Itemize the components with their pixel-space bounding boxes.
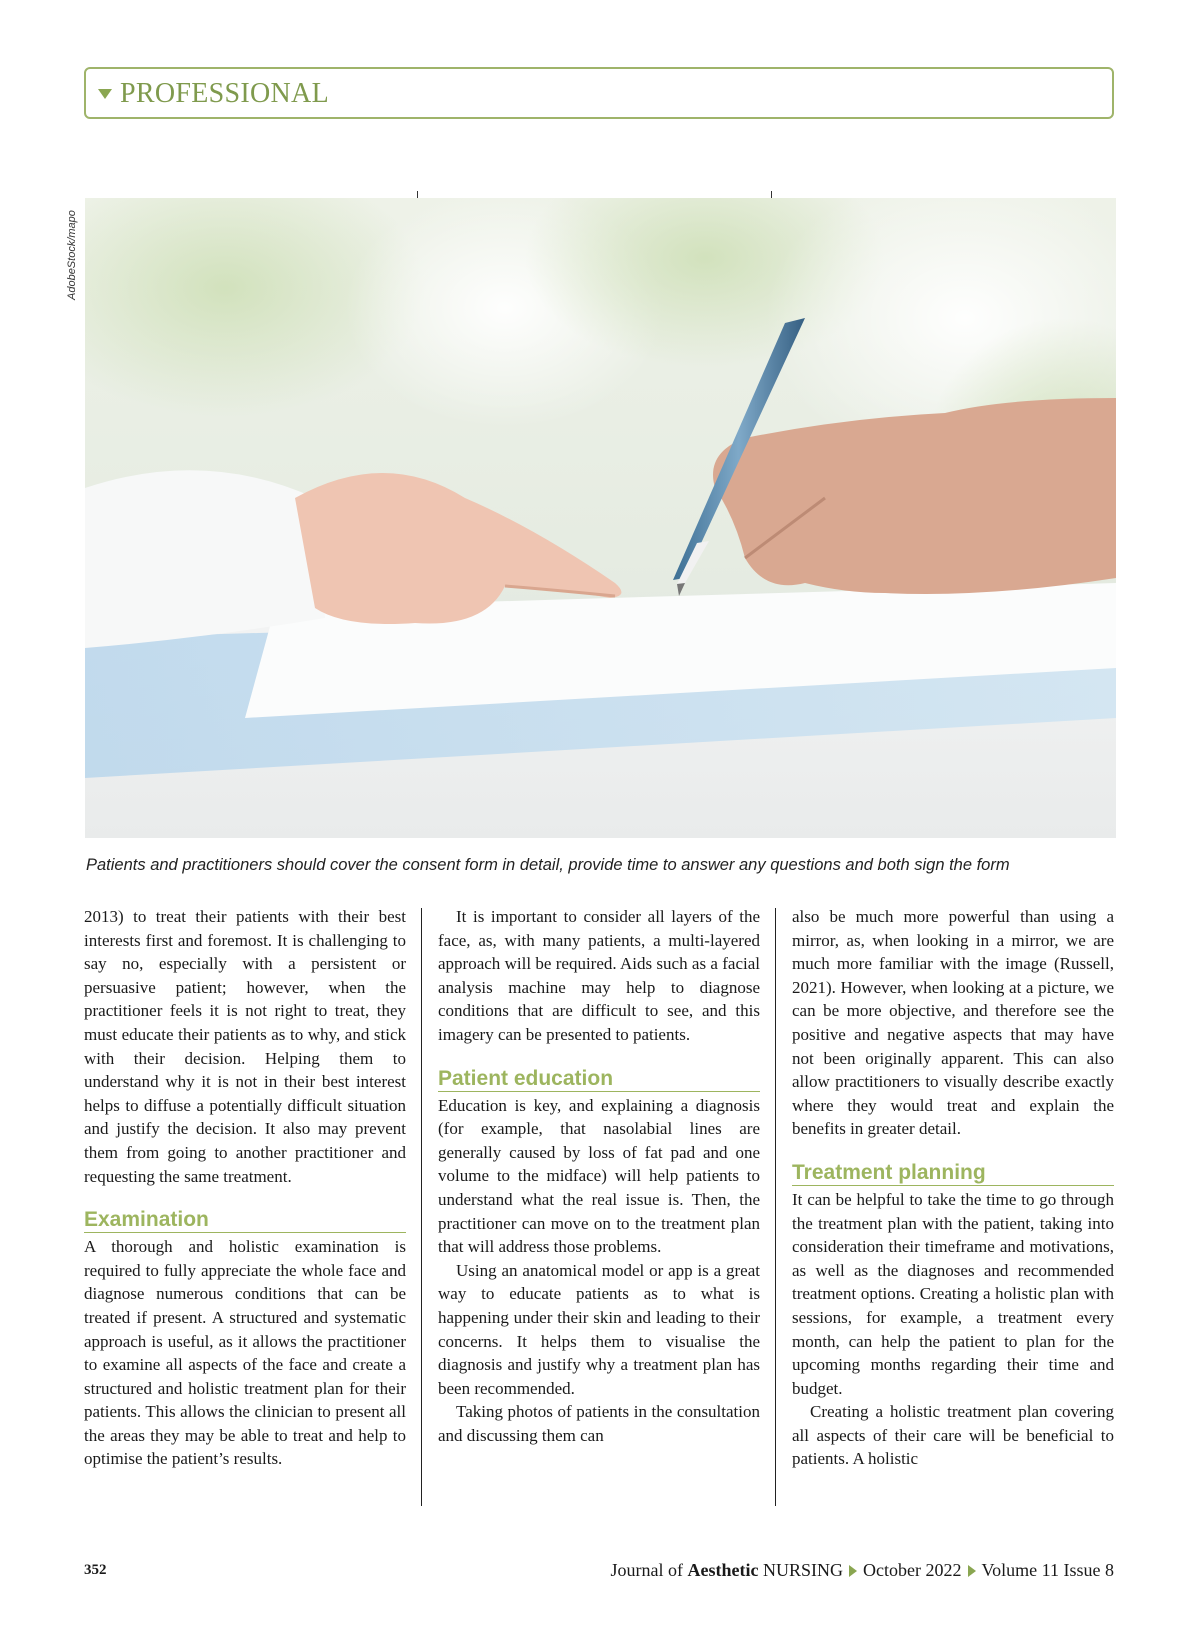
journal-suffix: NURSING [758,1560,844,1580]
issue-date: October 2022 [863,1560,962,1580]
triangle-down-icon [98,89,112,99]
journal-prefix: Journal of [610,1560,688,1580]
subheading-treatment-planning: Treatment planning [792,1161,1114,1186]
triangle-right-icon [968,1565,976,1577]
paragraph: Education is key, and explaining a diagnosis (for example, that nasolabial lines are generally caused by loss of fat pad and one volume to the midface) will help patients to understand what the real issue is. Then, the practitioner can move on to the treatment plan that will address those problems. [438,1095,760,1257]
article-photo [85,198,1116,838]
column-divider [421,908,422,1506]
paragraph: Using an anatomical model or app is a great way to educate patients as to what is happening under their skin and leading to their concerns. It helps them to visualise the diagnosis and justify why a treatment plan has been recommended. [438,1260,760,1398]
column-divider [775,908,776,1506]
page-number: 352 [84,1562,107,1578]
paragraph: Creating a holistic treatment plan covering all aspects of their care will be beneficial to patients. A holistic [792,1402,1114,1469]
paragraph: 2013) to treat their patients with their best interests first and foremost. It is challenging to say no, especially with a persistent or persuasive patient; however, when the practitioner feels it is not right to treat, they must educate their patients as to why, and stick with their decision. Helping them to understand why it is not in their best interest helps to diffuse a potentially difficult situation and justify the decision. It also may prevent them from going to another practitioner and requesting the same treatment. [84,907,406,1186]
photo-credit: AdobeStock/mapo [66,210,78,300]
text-column-1 [84,905,406,1471]
volume-issue: Volume 11 Issue 8 [981,1560,1114,1580]
section-title: PROFESSIONAL [120,78,329,109]
paragraph: It can be helpful to take the time to go through the treatment plan with the patient, taking into consideration their timeframe and motivations, as well as the diagnoses and recommended treatment options. Creating a holistic plan with sessions, for example, a treatment every month, can help the patient to plan for the upcoming months regarding their time and budget. [792,1189,1114,1398]
text-column-3 [792,905,1114,1471]
photo-caption: Patients and practitioners should cover the consent form in detail, provide time to answer any questions and both sign the form [86,856,1010,874]
text-column-2 [438,905,760,1447]
running-footer [611,1560,1114,1581]
signing-form-illustration [85,198,1116,838]
section-header [84,67,1114,119]
triangle-right-icon [849,1565,857,1577]
journal-bold: Aesthetic [687,1560,759,1580]
subheading-patient-education: Patient education [438,1067,760,1092]
paragraph: A thorough and holistic examination is required to fully appreciate the whole face and diagnose numerous conditions that can be treated if present. A structured and systematic approach is useful, as it allows the practitioner to examine all aspects of the face and create a structured and holistic treatment plan for their patients. This allows the clinician to present all the areas they may be able to treat and help to optimise the patient’s results. [84,1237,406,1469]
paragraph: Taking photos of patients in the consultation and discussing them can [438,1402,760,1445]
paragraph: It is important to consider all layers of the face, as, with many patients, a multi-layered approach will be required. Aids such as a facial analysis machine may help to diagnose conditions that are difficult to see, and this imagery can be presented to patients. [438,907,760,1044]
paragraph: also be much more powerful than using a mirror, as, when looking in a mirror, we are much more familiar with the image (Russell, 2021). However, when looking at a picture, we can be more objective, and therefore see the positive and negative aspects that may have not been originally apparent. This can also allow practitioners to visually describe exactly where they would treat and explain the benefits in greater detail. [792,907,1114,1139]
subheading-examination: Examination [84,1208,406,1233]
